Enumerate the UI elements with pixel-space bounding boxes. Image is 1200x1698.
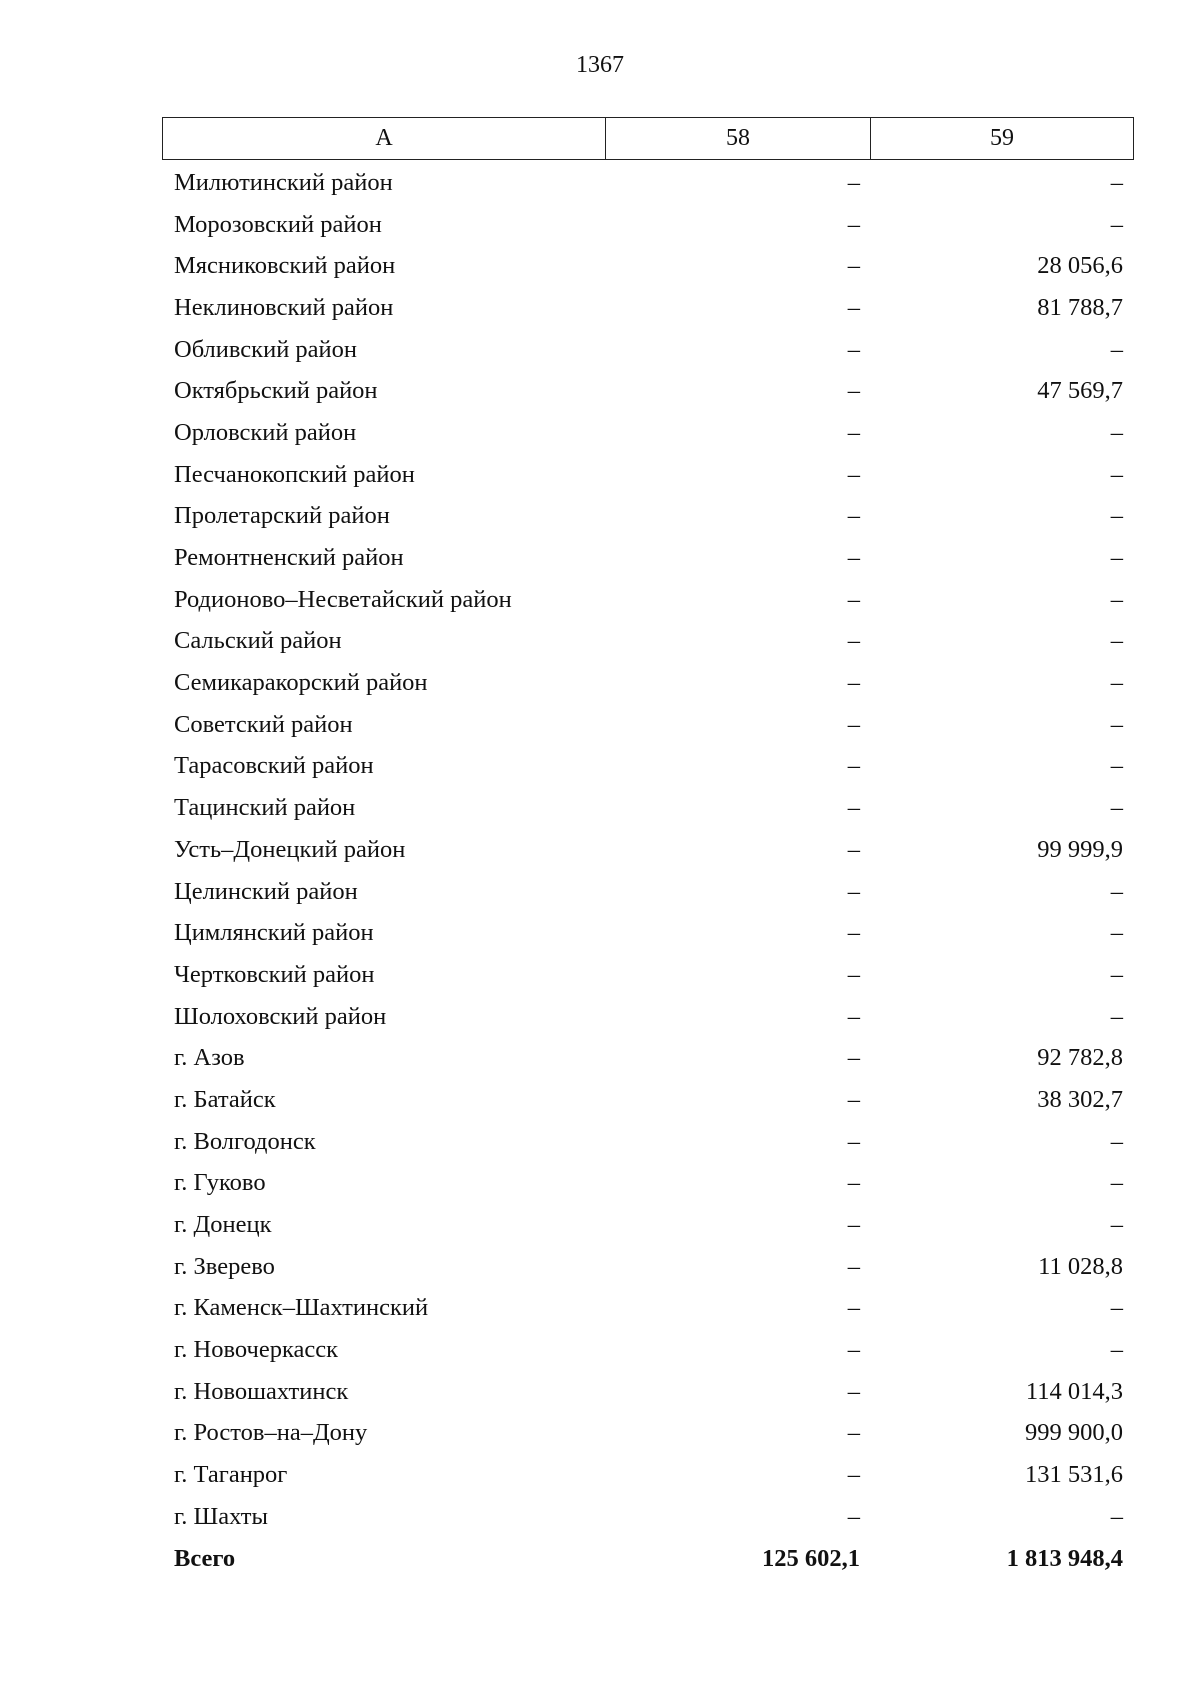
value-col-58: –: [847, 460, 860, 488]
header-cell-58: 58: [606, 118, 871, 159]
table-row: [162, 1329, 1134, 1371]
row-name: Морозовский район: [174, 210, 382, 238]
value-col-59: –: [1110, 669, 1123, 697]
row-name: Всего: [174, 1544, 236, 1572]
value-col-58: –: [847, 252, 860, 280]
value-col-59: –: [1110, 1127, 1123, 1155]
row-name: Ремонтненский район: [174, 544, 404, 572]
table-row: [162, 912, 1134, 954]
value-col-59: –: [1110, 210, 1123, 238]
value-col-58: –: [847, 544, 860, 572]
row-name: Семикаракорский район: [174, 669, 428, 697]
value-col-59: 999 900,0: [1025, 1419, 1123, 1447]
table-row: [162, 1288, 1134, 1330]
value-col-59: –: [1110, 168, 1123, 196]
row-name: Орловский район: [174, 418, 357, 446]
value-col-58: –: [847, 1336, 860, 1364]
value-col-58: –: [847, 919, 860, 947]
page-number: 1367: [576, 52, 624, 78]
table-row: [162, 1121, 1134, 1163]
row-name: г. Новочеркасск: [174, 1336, 338, 1364]
value-col-58: –: [847, 335, 860, 363]
row-name: г. Таганрог: [174, 1461, 288, 1489]
value-col-58: –: [847, 627, 860, 655]
value-col-59: –: [1110, 627, 1123, 655]
value-col-59: 47 569,7: [1037, 377, 1123, 405]
value-col-58: –: [847, 669, 860, 697]
row-name: Цимлянский район: [174, 919, 374, 947]
value-col-59: 38 302,7: [1037, 1085, 1123, 1113]
value-col-58: –: [847, 377, 860, 405]
row-name: Советский район: [174, 710, 353, 738]
table-row: [162, 204, 1134, 246]
table-row: [162, 621, 1134, 663]
row-name: Октябрьский район: [174, 377, 378, 405]
row-name: Целинский район: [174, 877, 358, 905]
row-name: Песчанокопский район: [174, 460, 415, 488]
value-col-58: –: [847, 210, 860, 238]
row-name: г. Батайск: [174, 1085, 276, 1113]
value-col-59: –: [1110, 710, 1123, 738]
table-row: [162, 1413, 1134, 1455]
value-col-59: 11 028,8: [1038, 1252, 1123, 1280]
value-col-59: –: [1110, 1502, 1123, 1530]
row-name: Обливский район: [174, 335, 358, 363]
row-name: Родионово–Несветайский район: [174, 585, 512, 613]
total-row: [162, 1538, 1134, 1580]
table-row: [162, 829, 1134, 871]
table-row: [162, 704, 1134, 746]
row-name: Чертковский район: [174, 960, 375, 988]
row-name: г. Донецк: [174, 1211, 272, 1239]
value-col-59: –: [1110, 877, 1123, 905]
value-col-59: –: [1110, 1211, 1123, 1239]
value-col-59: –: [1110, 1169, 1123, 1197]
value-col-59: –: [1110, 1002, 1123, 1030]
table-row: [162, 496, 1134, 538]
value-col-59: –: [1110, 1336, 1123, 1364]
row-name: Тацинский район: [174, 794, 356, 822]
table-row: [162, 412, 1134, 454]
value-col-58: –: [847, 502, 860, 530]
table-row: [162, 1371, 1134, 1413]
table-row: [162, 1037, 1134, 1079]
value-col-58: –: [847, 835, 860, 863]
table-row: [162, 1204, 1134, 1246]
value-col-58: –: [847, 1169, 860, 1197]
value-col-58: –: [847, 168, 860, 196]
value-col-58: –: [847, 1085, 860, 1113]
value-col-59: –: [1110, 960, 1123, 988]
value-col-59: –: [1110, 585, 1123, 613]
value-col-59: –: [1110, 335, 1123, 363]
value-col-58: –: [847, 1461, 860, 1489]
row-name: Усть–Донецкий район: [174, 835, 406, 863]
table-row: [162, 954, 1134, 996]
value-col-59: –: [1110, 752, 1123, 780]
table-body: [162, 162, 1134, 1579]
value-col-58: –: [847, 1294, 860, 1322]
table-row: [162, 996, 1134, 1038]
table-row: [162, 162, 1134, 204]
value-col-58: –: [847, 585, 860, 613]
header-cell-59: 59: [990, 125, 1014, 151]
table-row: [162, 787, 1134, 829]
table-row: [162, 1163, 1134, 1205]
value-col-58: –: [847, 794, 860, 822]
value-col-58: –: [847, 1252, 860, 1280]
table-row: [162, 287, 1134, 329]
row-name: г. Шахты: [174, 1502, 268, 1530]
row-name: Неклиновский район: [174, 293, 394, 321]
value-col-59: –: [1110, 460, 1123, 488]
row-name: г. Зверево: [174, 1252, 275, 1280]
value-col-59: –: [1110, 1294, 1123, 1322]
value-col-58: –: [847, 1044, 860, 1072]
value-col-59: 1 813 948,4: [1006, 1544, 1123, 1572]
table-row: [162, 245, 1134, 287]
row-name: Сальский район: [174, 627, 342, 655]
value-col-58: –: [847, 1127, 860, 1155]
value-col-59: 28 056,6: [1037, 252, 1123, 280]
table-row: [162, 370, 1134, 412]
value-col-59: 131 531,6: [1025, 1461, 1123, 1489]
table-row: [162, 329, 1134, 371]
row-name: г. Волгодонск: [174, 1127, 316, 1155]
value-col-59: –: [1110, 418, 1123, 446]
row-name: г. Азов: [174, 1044, 245, 1072]
row-name: г. Гуково: [174, 1169, 266, 1197]
table-row: [162, 662, 1134, 704]
row-name: Мясниковский район: [174, 252, 396, 280]
row-name: Шолоховский район: [174, 1002, 387, 1030]
table-row: [162, 746, 1134, 788]
table-header: [162, 117, 1134, 160]
value-col-58: –: [847, 1377, 860, 1405]
table-row: [162, 1079, 1134, 1121]
table-row: [162, 454, 1134, 496]
row-name: Тарасовский район: [174, 752, 374, 780]
header-cell-a: А: [163, 118, 606, 159]
value-col-59: 114 014,3: [1025, 1377, 1123, 1405]
value-col-58: –: [847, 293, 860, 321]
value-col-59: –: [1110, 794, 1123, 822]
value-col-58: –: [847, 1211, 860, 1239]
value-col-58: 125 602,1: [762, 1544, 860, 1572]
value-col-59: –: [1110, 919, 1123, 947]
value-col-59: 99 999,9: [1037, 835, 1123, 863]
value-col-58: –: [847, 1419, 860, 1447]
table-row: [162, 579, 1134, 621]
value-col-58: –: [847, 752, 860, 780]
value-col-58: –: [847, 418, 860, 446]
value-col-58: –: [847, 1502, 860, 1530]
table-row: [162, 1454, 1134, 1496]
value-col-59: 81 788,7: [1037, 293, 1123, 321]
row-name: г. Ростов–на–Дону: [174, 1419, 368, 1447]
row-name: Милютинский район: [174, 168, 393, 196]
value-col-59: –: [1110, 544, 1123, 572]
table-row: [162, 871, 1134, 913]
value-col-58: –: [847, 960, 860, 988]
row-name: Пролетарский район: [174, 502, 390, 530]
value-col-59: 92 782,8: [1037, 1044, 1123, 1072]
row-name: г. Новошахтинск: [174, 1377, 349, 1405]
table-row: [162, 537, 1134, 579]
value-col-58: –: [847, 1002, 860, 1030]
value-col-58: –: [847, 710, 860, 738]
value-col-59: –: [1110, 502, 1123, 530]
table-row: [162, 1496, 1134, 1538]
value-col-58: –: [847, 877, 860, 905]
table-row: [162, 1246, 1134, 1288]
row-name: г. Каменск–Шахтинский: [174, 1294, 429, 1322]
